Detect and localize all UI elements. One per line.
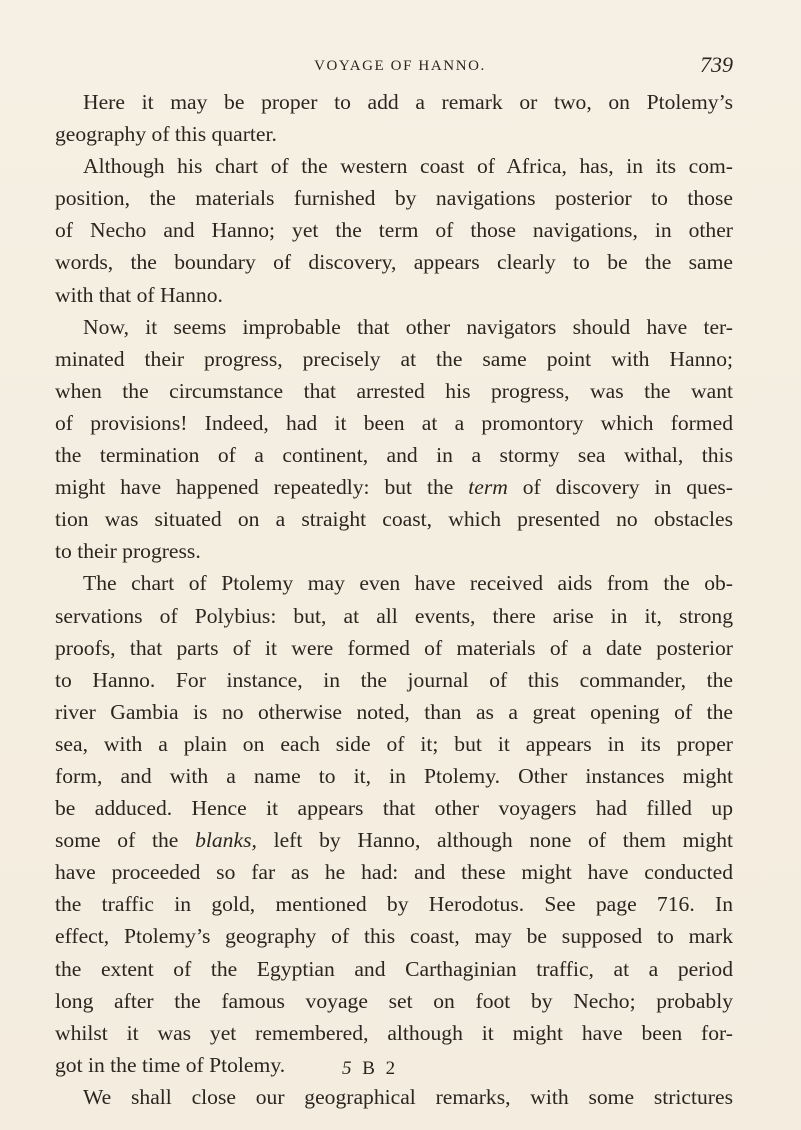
text-line: Now, it seems improbable that other navigators should have ter- [83, 314, 733, 339]
text-line: position, the materials furnished by navigations posterior to those [55, 186, 733, 211]
signature-letters: B 2 [362, 1058, 399, 1079]
text-line: geography of this quarter. [55, 122, 277, 147]
signature-number: 5 [342, 1058, 355, 1079]
text-line: the extent of the Egyptian and Carthaginian traffic, at a period [55, 956, 733, 981]
text-line: of Necho and Hanno; yet the term of those navigations, in other [55, 218, 733, 243]
text-segment: some of the [55, 828, 196, 853]
text-line: whilst it was yet remembered, although it might have been for- [55, 1020, 733, 1045]
text-line: long after the famous voyage set on foot by Necho; probably [55, 988, 733, 1013]
signature-mark [342, 1058, 398, 1080]
text-line: to Hanno. For instance, in the journal of this commander, the [55, 667, 733, 692]
text-line: the traffic in gold, mentioned by Herodotus. See page 716. In [55, 892, 733, 917]
italic-word: term [468, 475, 508, 500]
text-line: effect, Ptolemy’s geography of this coast, may be supposed to mark [55, 924, 733, 949]
text-line: river Gambia is no otherwise noted, than as a great opening of the [55, 699, 733, 724]
page-number: 739 [700, 52, 733, 77]
text-line: words, the boundary of discovery, appears clearly to be the same [55, 250, 733, 275]
text-line: Although his chart of the western coast of Africa, has, in its com- [83, 154, 733, 179]
text-line: sea, with a plain on each side of it; but it appears in its proper [55, 731, 733, 756]
text-segment: of discovery in ques- [507, 475, 733, 500]
text-line: minated their progress, precisely at the same point with Hanno; [55, 346, 733, 371]
text-line [55, 471, 733, 503]
text-line: have proceeded so far as he had: and these might have conducted [55, 860, 733, 885]
text-line: servations of Polybius: but, at all events, there arise in it, strong [55, 603, 733, 628]
text-line: got in the time of Ptolemy. [55, 1052, 286, 1077]
text-line: Here it may be proper to add a remark or two, on Ptolemy’s [83, 90, 733, 114]
body-text [55, 86, 733, 1113]
text-line: with that of Hanno. [55, 282, 223, 307]
text-line: tion was situated on a straight coast, which presented no obstacles [55, 507, 733, 532]
text-line: proofs, that parts of it were formed of materials of a date posterior [55, 635, 733, 660]
running-head: VOYAGE OF HANNO. [314, 58, 486, 74]
text-line: be adduced. Hence it appears that other voyagers had filled up [55, 796, 733, 821]
text-line [55, 824, 733, 856]
text-segment: might have happened repeatedly: but the [55, 475, 469, 500]
text-line: when the circumstance that arrested his progress, was the want [55, 378, 733, 403]
text-line: to their progress. [55, 539, 201, 564]
italic-word: blanks, [195, 828, 257, 853]
text-line: The chart of Ptolemy may even have received aids from the ob- [83, 571, 733, 596]
text-line: We shall close our geographical remarks, with some strictures [83, 1084, 733, 1109]
text-segment: left by Hanno, although none of them might [256, 828, 733, 853]
text-line: form, and with a name to it, in Ptolemy. Other instances might [55, 763, 733, 788]
text-line: of provisions! Indeed, had it been at a promontory which formed [55, 410, 733, 435]
text-line: the termination of a continent, and in a stormy sea withal, this [55, 443, 733, 468]
